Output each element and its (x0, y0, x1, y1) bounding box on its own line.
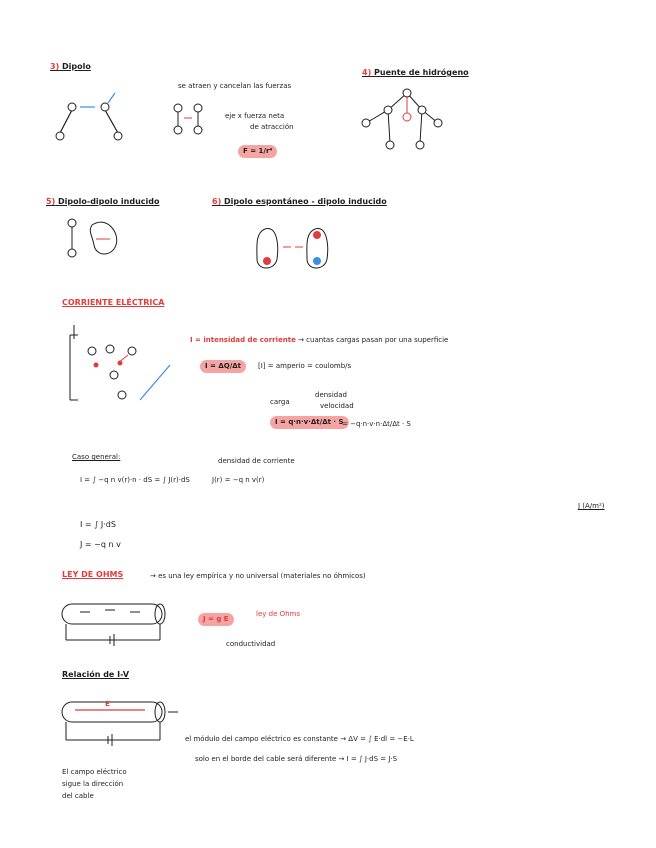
sec3-heading (50, 62, 91, 71)
sec3-number: 3) (50, 62, 60, 71)
J-equation: J = −q n v (80, 540, 121, 549)
relacion-note-constant: el módulo del campo eléctrico es constante → ΔV = ∫ E·dl = −E·L (185, 735, 414, 743)
densidad-label: densidad (315, 391, 347, 399)
sec5-number: 5) (46, 197, 56, 206)
iv-wire-diagram (60, 698, 185, 748)
sec4-title: Puente de hidrógeno (374, 68, 469, 77)
unit-ampere: [I] = amperio = coulomb/s (258, 362, 352, 370)
dipole-molecule-diagram (50, 85, 130, 165)
ohm-wire-diagram (60, 600, 180, 650)
relacion-note-edge: solo en el borde del cable será diferente → I = ∫ J·dS = J·S (195, 755, 398, 763)
intensidad-row: I = intensidad de corriente → cuantas cargas pasan por una superficie (190, 336, 449, 344)
campo-desc-2: sigue la dirección (62, 780, 124, 788)
hydrogen-bond-diagram (360, 85, 450, 165)
ohm-law-name: ley de Ohms (256, 610, 301, 618)
sec6-number: 6) (212, 197, 222, 206)
sec3-note-attraction: de atracción (250, 123, 294, 131)
velocidad-label: velocidad (320, 402, 354, 410)
sec4-heading (362, 68, 469, 77)
sec6-heading (212, 197, 387, 206)
induced-dipole-diagram (62, 215, 132, 265)
relacion-title: Relación de I-V (62, 670, 130, 679)
dipole-pair-diagram (170, 98, 210, 148)
ohm-desc: → es una ley empírica y no universal (materiales no óhmicos) (150, 572, 366, 580)
campo-desc-1: El campo eléctrico (62, 768, 127, 776)
formula-I: I = ΔQ/Δt (200, 360, 246, 373)
ohm-title: LEY DE OHMS (62, 570, 124, 579)
sec5-heading (46, 197, 159, 206)
sec4-number: 4) (362, 68, 372, 77)
ohm-desc-text: es una ley empírica y no universal (materiales no óhmicos) (158, 572, 366, 580)
sec5-title: Dipolo-dipolo inducido (58, 197, 160, 206)
corriente-title: CORRIENTE ELÉCTRICA (62, 298, 165, 307)
sec6-title: Dipolo espontáneo - dipolo inducido (224, 197, 387, 206)
sec3-note-cancel: se atraen y cancelan las fuerzas (178, 82, 292, 90)
intensidad-desc: cuantas cargas pasan por una superficie (306, 336, 449, 344)
integral-current: I = ∫ −q n v(r)·n · dS = ∫ J(r)·dS (80, 476, 190, 484)
sec3-note-axis: eje x fuerza neta (225, 112, 285, 120)
densidad-corriente-label: densidad de corriente (218, 457, 295, 465)
formula-current-big: I = q·n·v·Δt/Δt · S (270, 416, 349, 429)
sec3-title: Dipolo (62, 62, 91, 71)
conductividad-label: conductividad (226, 640, 276, 648)
carga-label: carga (270, 398, 290, 406)
spontaneous-dipole-diagram (255, 225, 335, 275)
campo-desc-3: del cable (62, 792, 94, 800)
current-surface-diagram (60, 325, 180, 405)
sec3-formula: F = 1/r⁴ (238, 145, 277, 158)
ohm-formula: J = g E (198, 613, 234, 626)
J-definition: J(r) = −q n v(r) (212, 476, 265, 484)
E-field-label: E (105, 700, 110, 708)
caso-general: Caso general: (72, 453, 121, 461)
I-integral: I = ∫ J·dS (80, 520, 116, 529)
formula-current-big2: = −q·n·v·n·Δt/Δt · S (342, 420, 411, 428)
intensidad-label: I = intensidad de corriente (190, 336, 296, 344)
margin-unit-note: J (A/m²) (578, 502, 605, 510)
